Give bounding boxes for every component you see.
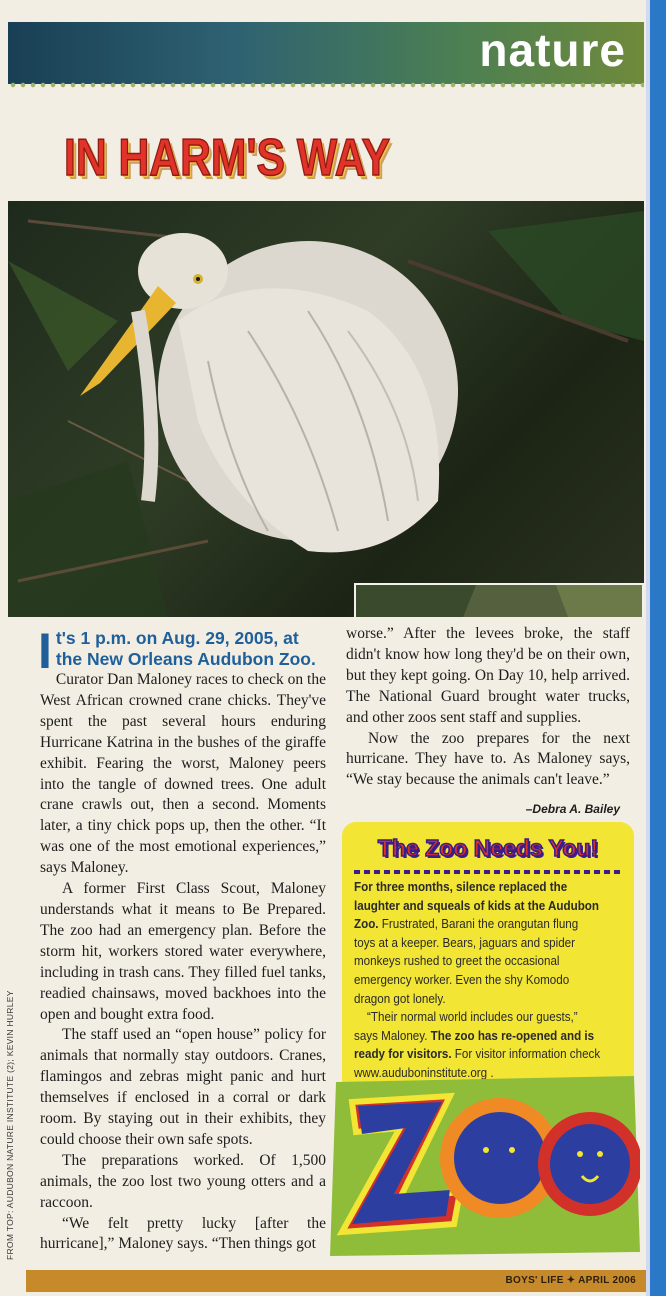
- sidebar-text: Frustrated, Barani the orangutan flung toys at a keeper. Bears, jaguars and spider monkeys rushed to greet the occasional emergency worker. Even the shy Komodo dragon got lonely.: [354, 917, 579, 1006]
- main-photo: [8, 201, 644, 617]
- sidebar-reopened-note: The zoo has re-opened and is ready for visitors.: [354, 1028, 595, 1062]
- drop-cap: I: [38, 623, 52, 679]
- article-paragraph-6: Now the zoo prepares for the next hurricane. They have to. As Maloney says, “We stay because the animals can't leave.”: [346, 729, 630, 789]
- article-lead: t's 1 p.m. on Aug. 29, 2005, at the New Orleans Audubon Zoo.: [55, 628, 316, 669]
- dotted-divider: [8, 80, 644, 90]
- sidebar-paragraph-2: [354, 1008, 601, 1082]
- elephant-illustration: [356, 585, 642, 617]
- headline: IN HARM'S WAY: [64, 129, 391, 187]
- sidebar-title: The Zoo Needs You!: [377, 835, 599, 861]
- article-paragraph: [38, 623, 326, 879]
- zoo-logo-text: ZOO: [334, 1249, 339, 1251]
- sidebar-box: [342, 822, 634, 1118]
- article-paragraph-3: The staff used an “open house” policy for animals that normally stay outdoors. Cranes, flamingos and zebras might panic and hurt themselves if enclosed in a corral or dark room. By staying out in their exhibits, they could choose their own safe spots.: [40, 1026, 326, 1148]
- article-column-1: [38, 623, 326, 1255]
- zoo-logo-graphic: [330, 1076, 640, 1256]
- page-footer: [26, 1270, 646, 1292]
- page-edge-highlight: [646, 0, 650, 1296]
- egret-photo-illustration: [8, 201, 644, 617]
- article-paragraph-2: A former First Class Scout, Maloney understands what it means to Be Prepared. The zoo had an emergency plan. Before the storm hit, workers stored water everywhere, including in trash cans. They filled fuel tanks, readied chainsaws, moved backhoes into the open and bought extra food.: [40, 880, 326, 1023]
- footer-issue-label: BOYS' LIFE ✦ APRIL 2006: [505, 1275, 636, 1286]
- article-paragraph-1: Curator Dan Maloney races to check on the West African crowned crane chicks. They've spent the past several hours enduring Hurricane Katrina in the bushes of the giraffe exhibit. Fearing the worst, Maloney peers into the tangle of downed trees. One adult crane crawls out, then a second. Moments later, a tiny chick pops up, then the other. “It was one of the most emotional experiences,” says Maloney.: [40, 671, 326, 877]
- elephant-inset-photo: [354, 583, 644, 617]
- article-column-2: [346, 624, 630, 820]
- sidebar-visitor-info: For visitor information check www.auduboninstitute.org .: [354, 1047, 601, 1080]
- article-paragraph-5-start: “We felt pretty lucky [after the hurricane],” Maloney says. “Then things got: [40, 1214, 326, 1253]
- page-edge-stripe: [650, 0, 666, 1296]
- sidebar-body: [354, 878, 601, 1083]
- article-paragraph-4: The preparations worked. Of 1,500 animals, the zoo lost two young otters and a raccoon.: [40, 1151, 326, 1211]
- sidebar-bold-lead: For three months, silence replaced the laughter and squeals of kids at the Audubon Zoo.: [354, 880, 600, 932]
- article-paragraph-5-end: worse.” After the levees broke, the staff didn't know how long they'd be on their own, but they kept going. On Day 10, help arrived. The National Guard brought water trucks, and other zoos sent staff and supplies.: [346, 625, 630, 726]
- section-banner: [8, 22, 644, 84]
- sidebar-paragraph-1: [354, 878, 601, 1008]
- article-byline: –Debra A. Bailey: [525, 802, 620, 817]
- sidebar-divider: [354, 870, 622, 874]
- section-label: nature: [479, 24, 626, 76]
- zoo-logo: [330, 1076, 640, 1256]
- sidebar-quote: “Their normal world includes our guests,” says Maloney.: [354, 1010, 578, 1043]
- photo-credit: FROM TOP: AUDUBON NATURE INSTITUTE (2); KEVIN HURLEY: [5, 990, 15, 1260]
